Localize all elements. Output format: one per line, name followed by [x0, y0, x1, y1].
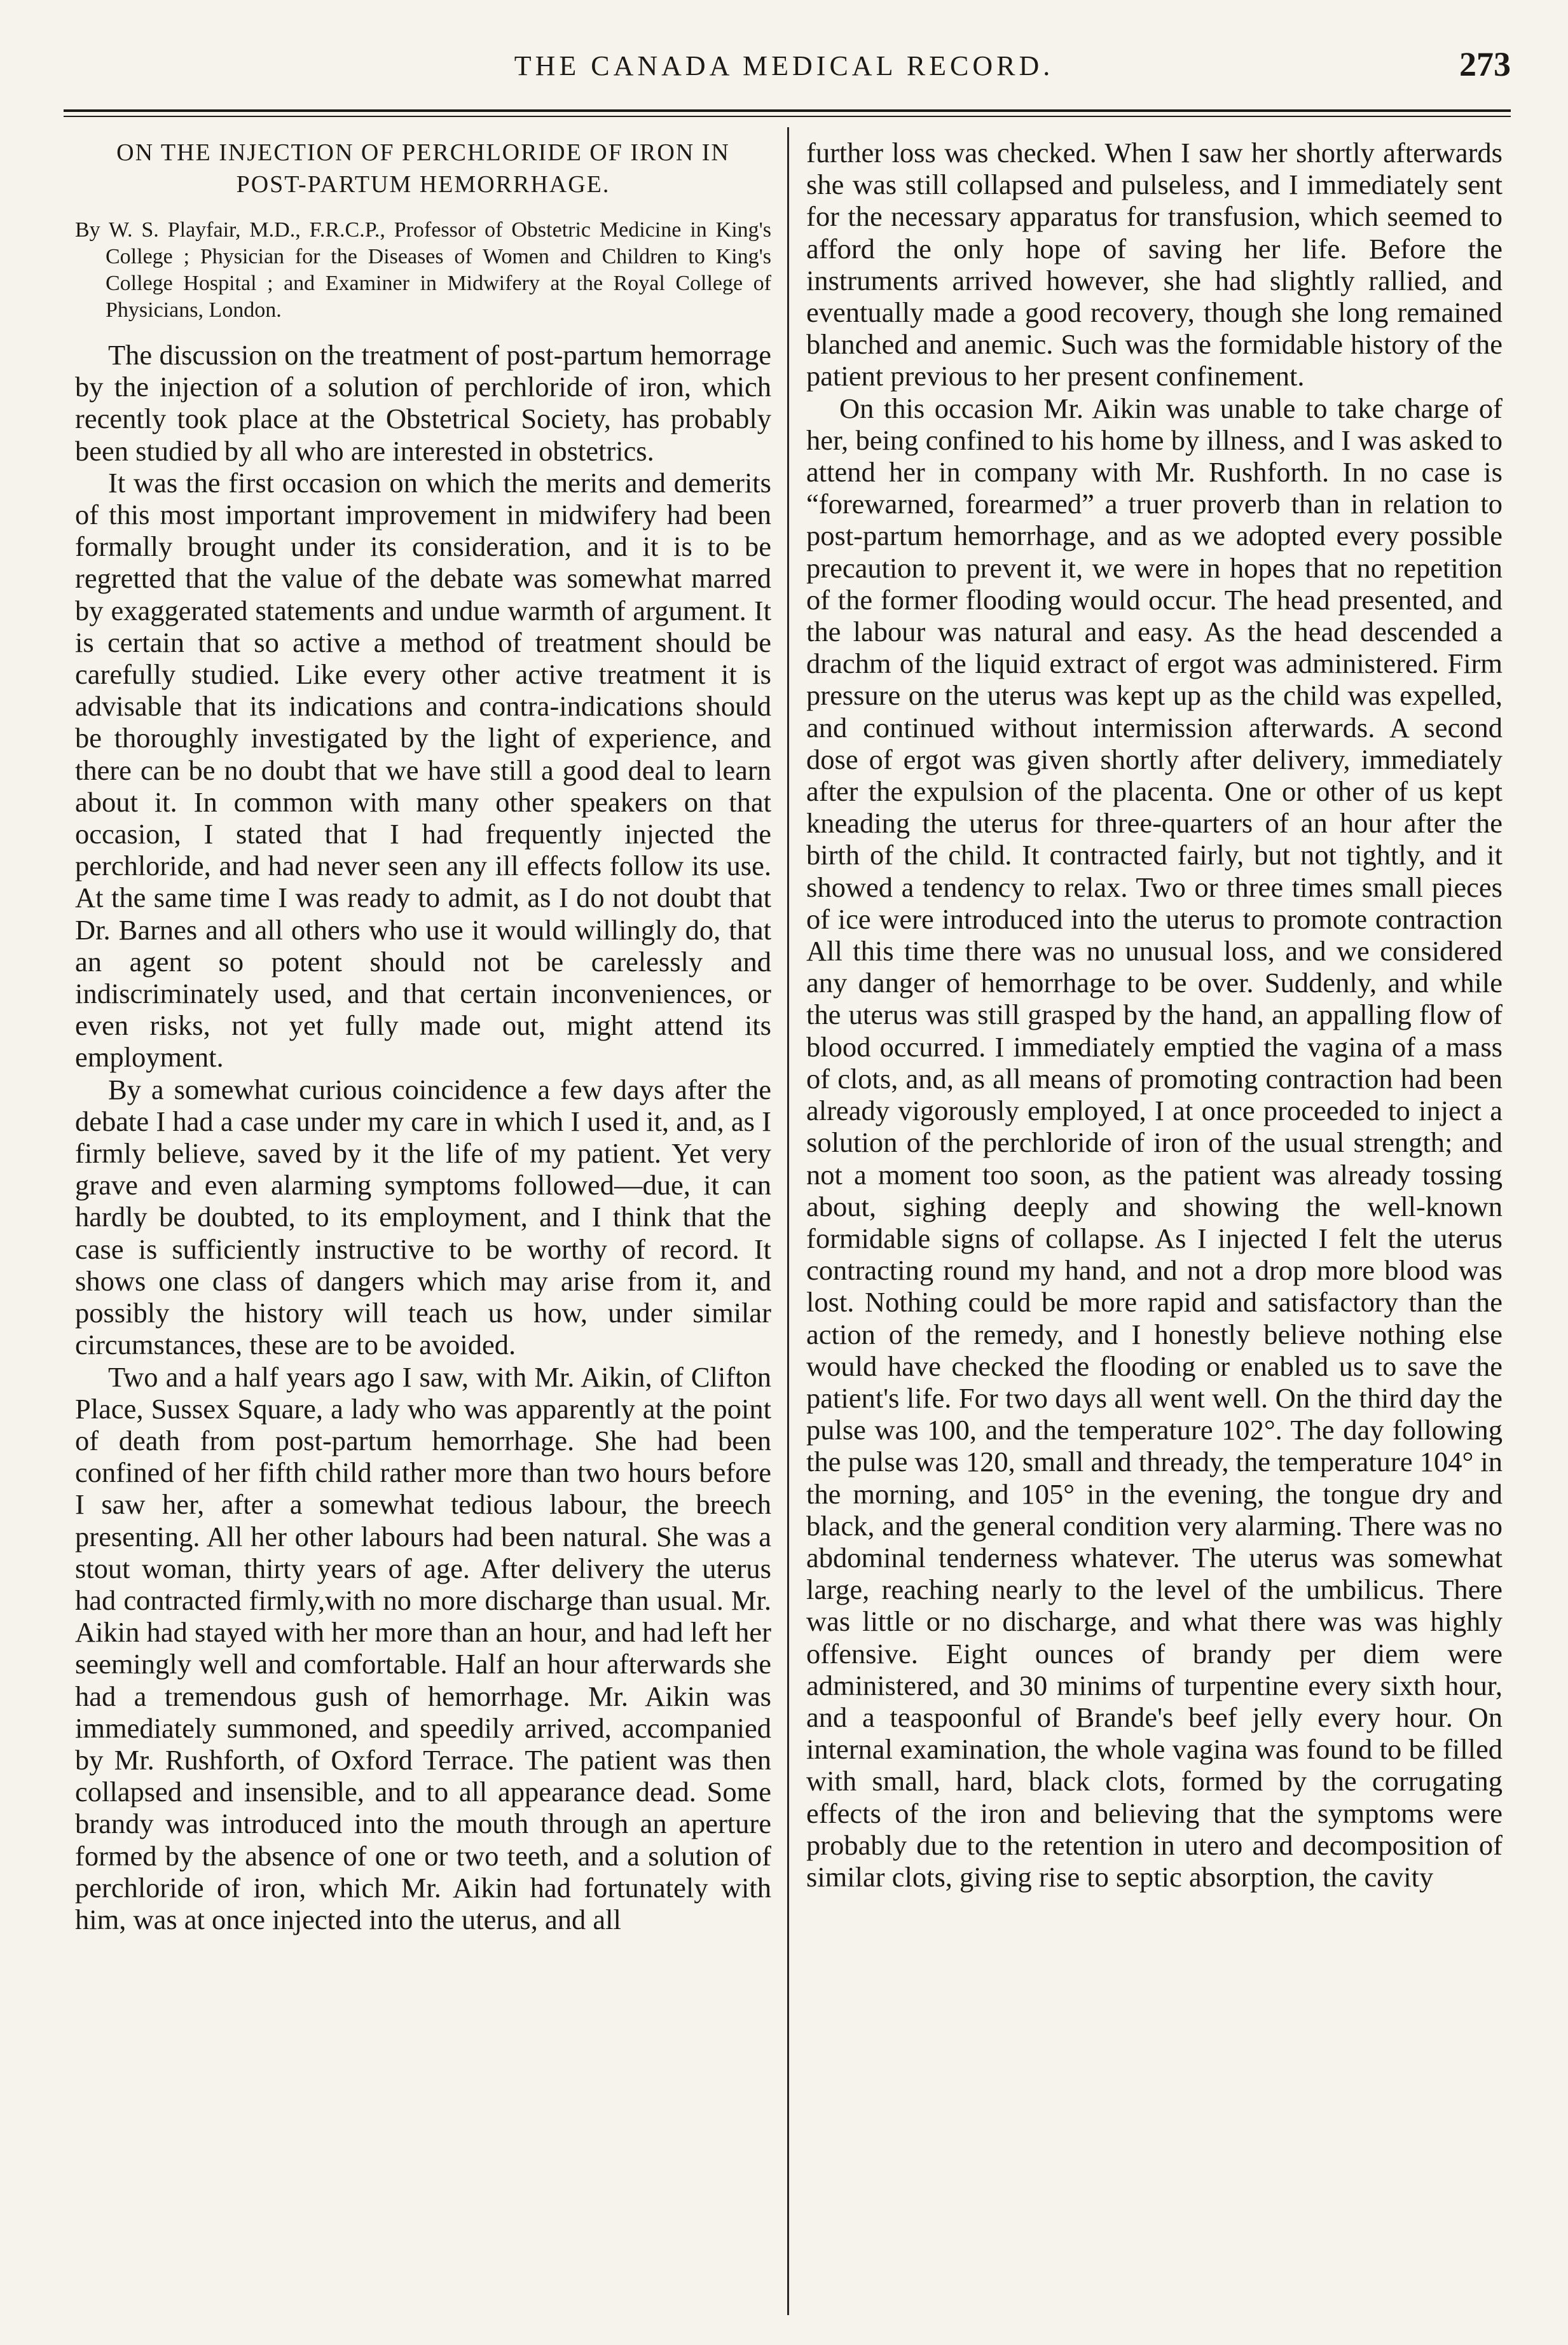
- left-column: [75, 137, 771, 2312]
- article-title-line-1: ON THE INJECTION OF PERCHLORIDE OF IRON IN: [116, 139, 730, 166]
- article-title: [75, 137, 771, 200]
- paragraph: Two and a half years ago I saw, with Mr. Aikin, of Clifton Place, Sussex Square, a lady who was apparently at the point of death from post-partum hemorrhage. She had been confined of her fifth child rather more than two hours before I saw her, after a somewhat tedious labour, the breech presenting. All her other labours had been natural. She was a stout woman, thirty years of age. After delivery the uterus had contracted firmly,with no more discharge than usual. Mr. Aikin had stayed with her more than an hour, and had left her seemingly well and comfortable. Half an hour afterwards she had a tremendous gush of hemorrhage. Mr. Aikin was immediately summoned, and speedily arrived, accompanied by Mr. Rushforth, of Oxford Terrace. The patient was then collapsed and insensible, and to all appearance dead. Some brandy was introduced into the mouth through an aperture formed by the absence of one or two teeth, and a solution of perchloride of iron, which Mr. Aikin had fortunately with him, was at once injected into the uterus, and all: [75, 1360, 771, 1935]
- paragraph: On this occasion Mr. Aikin was unable to take charge of her, being confined to his home by illness, and I was asked to attend her in company with Mr. Rushforth. In no case is “forewarned, forearmed” a truer proverb than in relation to post-partum hemorrhage, and as we adopted every possible precaution to prevent it, we were in hopes that no repetition of the former flooding would occur. The head presented, and the labour was natural and easy. As the head descended a drachm of the liquid extract of ergot was administered. Firm pressure on the uterus was kept up as the child was expelled, and continued without intermission afterwards. A second dose of ergot was given shortly after delivery, immediately after the expulsion of the placenta. One or other of us kept kneading the uterus for three-quarters of an hour after the birth of the child. It contracted fairly, but not tightly, and it showed a tendency to relax. Two or three times small pieces of ice were introduced into the uterus to promote contraction All this time there was no unusual loss, and we considered any danger of hemorrhage to be over. Suddenly, and while the uterus was still grasped by the hand, an appalling flow of blood occurred. I immediately emptied the vagina of a mass of clots, and, as all means of promoting contraction had been already vigorously employed, I at once proceeded to inject a solution of the perchloride of iron of the usual strength; and not a moment too soon, as the patient was already tossing about, sighing deeply and showing the well-known formidable signs of collapse. As I injected I felt the uterus contracting round my hand, and not a drop more blood was lost. Nothing could be more rapid and satisfactory than the action of the remedy, and I honestly believe nothing else would have checked the flooding or enabled us to save the patient's life. For two days all went well. On the third day the pulse was 100, and the temperature 102°. The day following the pulse was 120, small and thready, the temperature 104° in the morning, and 105° in the evening, the tongue dry and black, and the general condition very alarming. There was no abdominal tenderness whatever. The uterus was somewhat large, reaching nearly to the level of the umbilicus. There was little or no discharge, and what there was was highly offensive. Eight ounces of brandy per diem were administered, and 30 minims of turpentine every sixth hour, and a teaspoonful of Brande's beef jelly every hour. On internal examination, the whole vagina was found to be filled with small, hard, black clots, formed by the corrugating effects of the iron and believing that the symptoms were probably due to the retention in utero and decomposition of similar clots, giving rise to septic absorption, the cavity: [806, 392, 1503, 1893]
- running-title: THE CANADA MEDICAL RECORD.: [514, 50, 1054, 81]
- page-number: 273: [1459, 45, 1511, 83]
- right-column: [806, 137, 1503, 2312]
- header-rule: [64, 109, 1511, 112]
- column-divider: [787, 127, 789, 2315]
- article-title-line-2: POST-PARTUM HEMORRHAGE.: [236, 171, 610, 198]
- paragraph: By a somewhat curious coincidence a few days after the debate I had a case under my care in which I used it, and, as I firmly believe, saved by it the life of my patient. Yet very grave and even alarming symptoms followed—due, it can hardly be doubted, to its employment, and I think that the case is sufficiently instructive to be worthy of record. It shows one class of dangers which may arise from it, and possibly the history will teach us how, under similar circumstances, these are to be avoided.: [75, 1073, 771, 1361]
- paragraph: The discussion on the treatment of post-partum hemorrage by the injection of a solution of perchloride of iron, which recently took place at the Obstetrical Society, has probably been studied by all who are interested in obstetrics.: [75, 339, 771, 467]
- running-head: [0, 45, 1568, 89]
- header-rule-thin: [64, 116, 1511, 117]
- author-byline: By W. S. Playfair, M.D., F.R.C.P., Professor of Obstetric Medicine in King's College ; Physician for the Diseases of Women and Children to King's College Hospital ; and Examiner in Midwifery at the Royal College of Physicians, London.: [75, 218, 771, 322]
- paragraph-continued: further loss was checked. When I saw her shortly afterwards she was still collapsed and pulseless, and I immediately sent for the necessary apparatus for transfusion, which seemed to afford the only hope of saving her life. Before the instruments arrived however, she had slightly rallied, and eventually made a good recovery, though she long remained blanched and anemic. Such was the formidable history of the patient previous to her present confinement.: [806, 137, 1503, 392]
- paragraph: It was the first occasion on which the merits and demerits of this most important improvement in midwifery had been formally brought under its consideration, and it is to be regretted that the value of the debate was somewhat marred by exaggerated statements and undue warmth of argument. It is certain that so active a method of treatment should be carefully studied. Like every other active treatment it is advisable that its indications and contra-indications should be thoroughly investigated by the light of experience, and there can be no doubt that we have still a good deal to learn about it. In common with many other speakers on that occasion, I stated that I had frequently injected the perchloride, and had never seen any ill effects follow its use. At the same time I was ready to admit, as I do not doubt that Dr. Barnes and all others who use it would willingly do, that an agent so potent should not be carelessly and indiscriminately used, and that certain inconveniences, or even risks, not yet fully made out, might attend its employment.: [75, 466, 771, 1074]
